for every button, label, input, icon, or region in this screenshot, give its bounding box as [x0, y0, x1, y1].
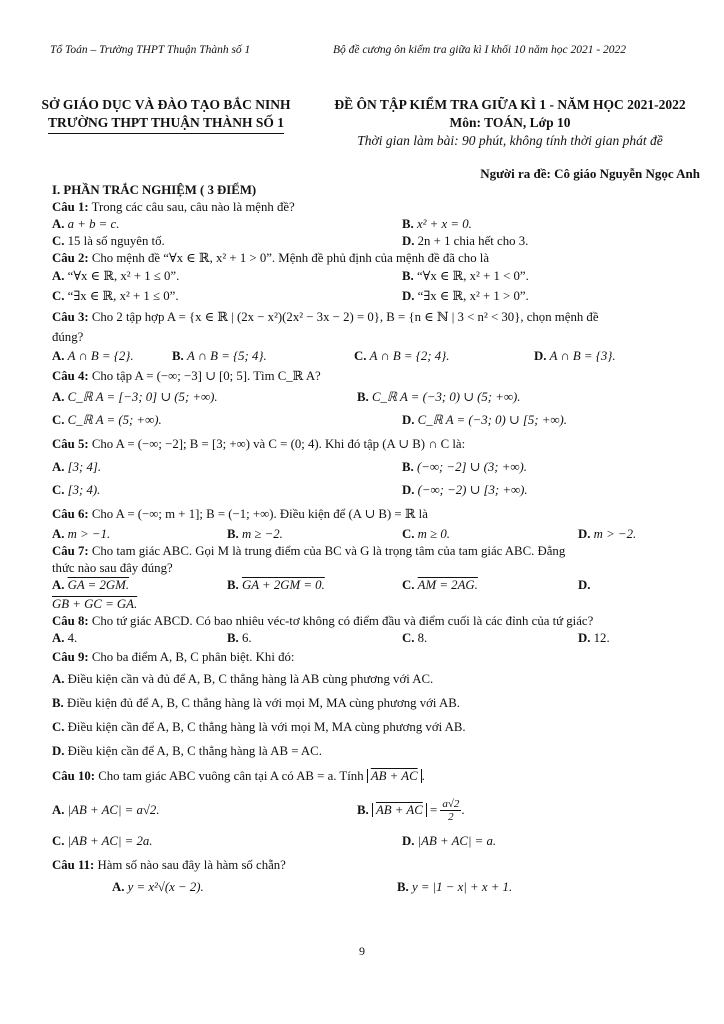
q2-options-cd: C. “∃x ∈ ℝ, x² + 1 ≤ 0”. D. “∃x ∈ ℝ, x² + 1 > 0”.: [52, 289, 529, 303]
q4-options-cd: C. C_ℝ A = (5; +∞). D. C_ℝ A = (−3; 0) ∪ [5; +∞).: [52, 413, 567, 427]
fraction: $\frac{a√2}{2}$: [442, 798, 460, 824]
question-3-cont: đúng?: [52, 330, 84, 344]
q10-options-cd: C. |AB + AC| = 2a. D. |AB + AC| = a.: [52, 833, 497, 848]
q5-options-cd: C. [3; 4). D. (−∞; −2) ∪ [3; +∞).: [52, 483, 528, 497]
q7-options: A. GA = 2GM. B. GA + 2GM = 0. C. AM = 2AG. D.: [52, 578, 591, 592]
exam-subject: Môn: TOÁN, Lớp 10: [449, 115, 571, 130]
question-4: Câu 4: Cho tập A = (−∞; −3] ∪ [0; 5]. Tìm C_ℝ A?: [52, 369, 321, 383]
exam-block: [318, 96, 702, 150]
q9-option-d: D. Điều kiện cần để A, B, C thẳng hàng là AB = AC.: [52, 743, 322, 758]
q4-options-ab: A. C_ℝ A = [−3; 0] ∪ (5; +∞). B. C_ℝ A = (−3; 0) ∪ (5; +∞).: [52, 390, 521, 404]
question-10: Câu 10: Cho tam giác ABC vuông cân tại A có AB = a. Tính AB + AC .: [52, 768, 425, 783]
q10-options-ab: A. |AB + AC| = a√2. B. AB + AC = $\frac{a√2}{2}$ .: [52, 798, 465, 824]
school-block: [36, 96, 296, 134]
department-name: SỞ GIÁO DỤC VÀ ĐÀO TẠO BẮC NINH: [41, 97, 291, 112]
q3-options: A. A ∩ B = {2}. B. A ∩ B = {5; 4}. C. A ∩ B = {2; 4}. D. A ∩ B = {3}.: [52, 349, 616, 363]
exam-time: Thời gian làm bài: 90 phút, không tính thời gian phát đề: [357, 133, 663, 148]
q9-option-b: B. Điều kiện đủ để A, B, C thẳng hàng là với mọi M, MA cùng phương với AB.: [52, 695, 460, 710]
question-8: Câu 8: Cho tứ giác ABCD. Có bao nhiêu véc-tơ không có điểm đầu và điểm cuối là các đỉnh của tứ giác?: [52, 614, 594, 628]
q2-options-ab: A. “∀x ∈ ℝ, x² + 1 ≤ 0”. B. “∀x ∈ ℝ, x² + 1 < 0”.: [52, 269, 529, 283]
section-heading: I. PHẦN TRẮC NGHIỆM ( 3 ĐIỂM): [52, 183, 257, 197]
question-7-cont: thức nào sau đây đúng?: [52, 560, 173, 575]
question-5: Câu 5: Cho A = (−∞; −2]; B = [3; +∞) và C = (0; 4). Khi đó tập (A ∪ B) ∩ C là:: [52, 437, 466, 451]
school-name: TRƯỜNG THPT THUẬN THÀNH SỐ 1: [36, 114, 296, 134]
question-2: Câu 2: Cho mệnh đề “∀x ∈ ℝ, x² + 1 > 0”. Mệnh đề phủ định của mệnh đề đã cho là: [52, 250, 490, 265]
exam-title: ĐỀ ÔN TẬP KIỂM TRA GIỮA KÌ 1 - NĂM HỌC 2021-2022: [334, 97, 686, 112]
page-number: 9: [359, 944, 365, 958]
question-11: Câu 11: Hàm số nào sau đây là hàm số chẵn?: [52, 857, 286, 872]
running-header-left: Tổ Toán – Trường THPT Thuận Thành số 1: [50, 44, 251, 56]
running-header-right: Bộ đề cương ôn kiểm tra giữa kì I khối 10 năm học 2021 - 2022: [333, 44, 627, 56]
q6-options: A. m > −1. B. m ≥ −2. C. m ≥ 0. D. m > −2.: [52, 527, 637, 541]
q1-options-ab: A. a + b = c. B. x² + x = 0.: [52, 216, 472, 231]
q8-options: A. 4. B. 6. C. 8. D. 12.: [52, 630, 610, 645]
question-7: Câu 7: Cho tam giác ABC. Gọi M là trung điểm của BC và G là trọng tâm của tam giác ABC. Đẳng: [52, 544, 566, 558]
q5-options-ab: A. [3; 4]. B. (−∞; −2] ∪ (3; +∞).: [52, 460, 527, 474]
q11-options-ab: A. y = x²√(x − 2). B. y = |1 − x| + x + 1.: [112, 879, 513, 894]
question-9: Câu 9: Cho ba điểm A, B, C phân biệt. Khi đó:: [52, 649, 295, 664]
q1-options-cd: C. 15 là số nguyên tố. D. 2n + 1 chia hết cho 3.: [52, 233, 529, 248]
question-6: Câu 6: Cho A = (−∞; m + 1]; B = (−1; +∞). Điều kiện để (A ∪ B) = ℝ là: [52, 507, 428, 521]
q9-option-c: C. Điều kiện cần để A, B, C thẳng hàng là với mọi M, MA cùng phương với AB.: [52, 719, 466, 734]
q7-option-d: GB + GC = GA.: [52, 597, 138, 611]
question-3: Câu 3: Cho 2 tập hợp A = {x ∈ ℝ | (2x − x²)(2x² − 3x − 2) = 0}, B = {n ∈ ℕ | 3 < n² < 30}, chọn mệnh đề: [52, 310, 599, 324]
exam-content: [52, 180, 702, 899]
q9-option-a: A. Điều kiện cần và đủ để A, B, C thẳng hàng là AB cùng phương với AC.: [52, 671, 434, 686]
exam-author: Người ra đề: Cô giáo Nguyễn Ngọc Anh: [480, 166, 700, 181]
question-1: Câu 1: Trong các câu sau, câu nào là mệnh đề?: [52, 200, 295, 214]
